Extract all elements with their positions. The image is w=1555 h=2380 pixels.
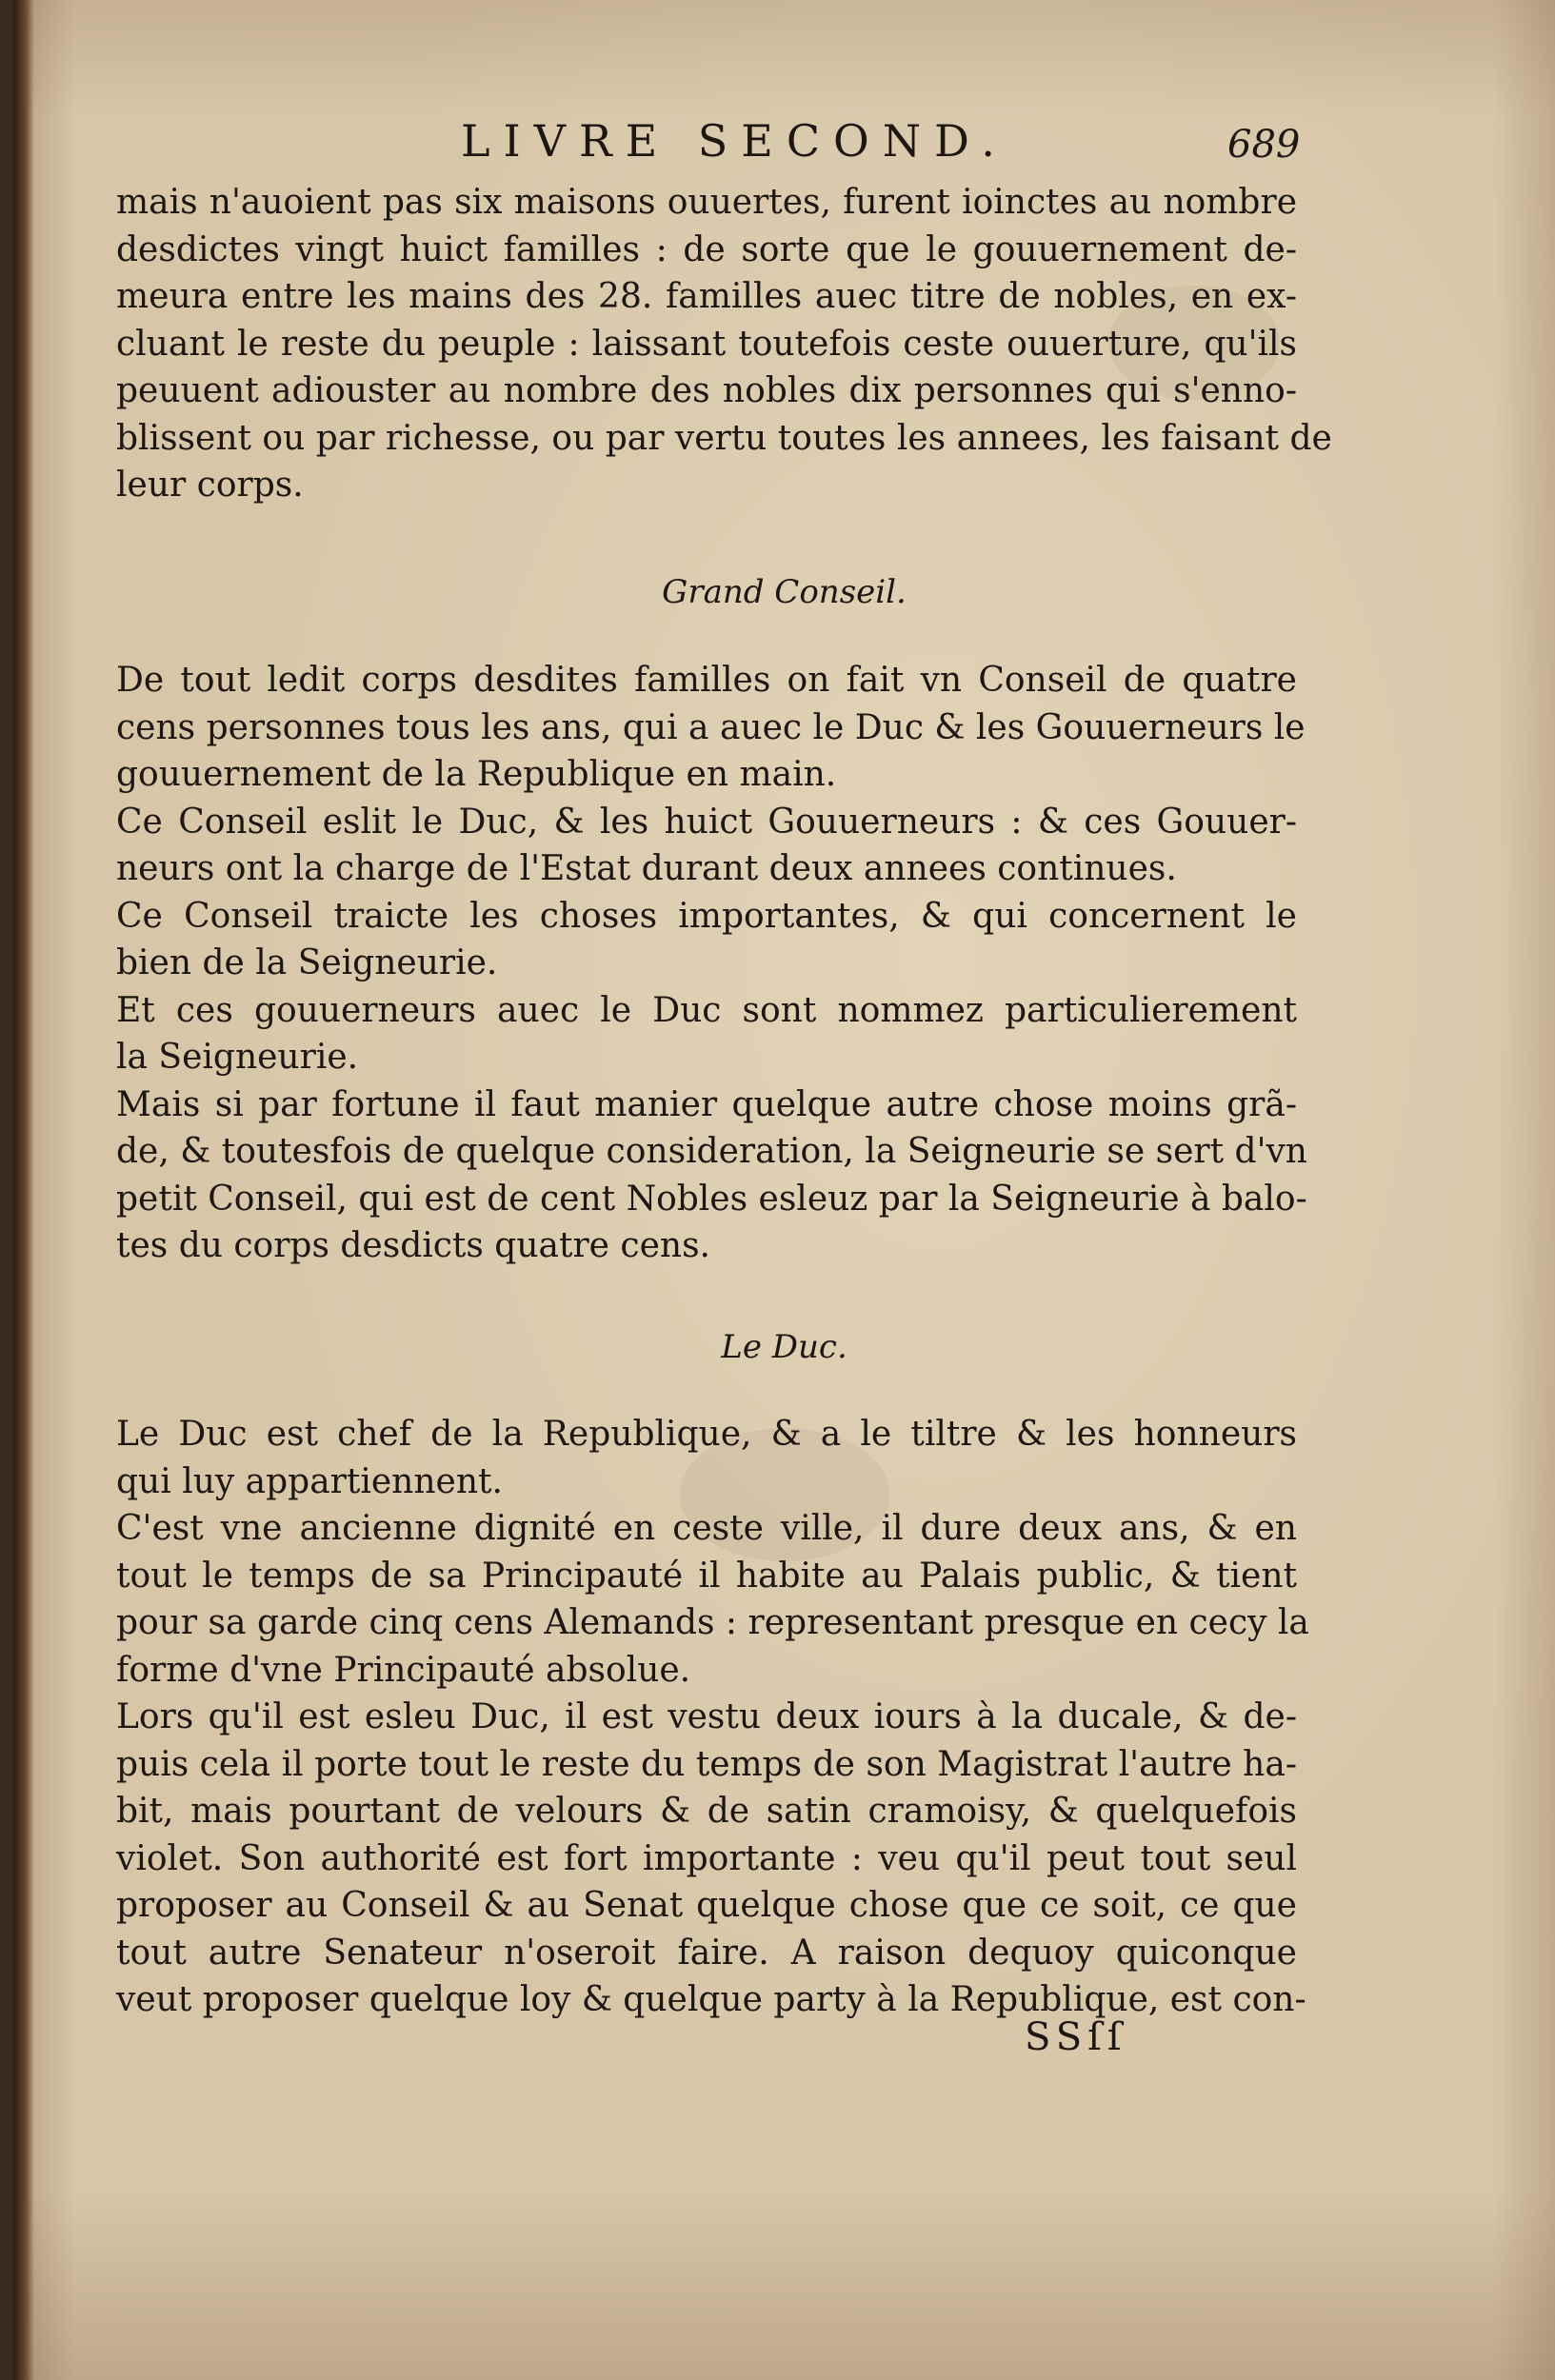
text-line: cens personnes tous les ans, qui a auec le Duc & les Gouuerneurs le (116, 707, 1306, 747)
page-number: 689 (1227, 123, 1301, 167)
text-line: veut proposer quelque loy & quelque party à la Republique, est con- (116, 1980, 1306, 2019)
text-line: meura entre les mains des 28. familles auec titre de nobles, en ex- (116, 277, 1297, 316)
text-line: peuuent adiouster au nombre des nobles dix personnes qui s'enno- (116, 371, 1297, 410)
text-line: puis cela il porte tout le reste du temps de son Magistrat l'autre ha- (116, 1744, 1297, 1784)
text-line: bien de la Seigneurie. (116, 943, 498, 982)
text-line: Le Duc est chef de la Republique, & a le tiltre & les honneurs (116, 1415, 1297, 1454)
text-line: Ce Conseil traicte les choses importantes, & qui concernent le (116, 896, 1297, 936)
text-line: Et ces gouuerneurs auec le Duc sont nommez particulierement (116, 990, 1297, 1030)
text-line: Ce Conseil eslit le Duc, & les huict Gouuerneurs : & ces Gouuer- (116, 802, 1297, 842)
running-head-title: LIVRE SECOND. (461, 115, 1008, 167)
text-line: pour sa garde cinq cens Alemands : representant presque en cecy la (116, 1603, 1309, 1642)
book-page (13, 0, 1555, 2380)
signature-mark: SSſſ (1025, 2015, 1127, 2059)
text-line: tes du corps desdicts quatre cens. (116, 1226, 710, 1265)
text-line: De tout ledit corps desdites familles on fait vn Conseil de quatre (116, 661, 1297, 700)
running-head (13, 112, 1555, 169)
text-line: de, & toutesfois de quelque consideration, la Seigneurie se sert d'vn (116, 1132, 1307, 1171)
paragraph-block-3 (116, 1411, 1309, 2024)
paragraph-block-2 (116, 657, 1307, 1270)
text-line: petit Conseil, qui est de cent Nobles esleuz par la Seigneurie à balo- (116, 1179, 1307, 1219)
text-line: leur corps. (116, 466, 304, 505)
text-line: C'est vne ancienne dignité en ceste ville, il dure deux ans, & en (116, 1509, 1297, 1548)
text-line: bit, mais pourtant de velours & de satin cramoisy, & quelquefois (116, 1792, 1297, 1831)
section-heading-le-duc: Le Duc. (721, 1328, 847, 1366)
text-line: Mais si par fortune il faut manier quelque autre chose moins grã- (116, 1084, 1297, 1124)
text-line: forme d'vne Principauté absolue. (116, 1650, 691, 1690)
text-line: proposer au Conseil & au Senat quelque chose que ce soit, ce que (116, 1886, 1297, 1925)
text-line: blissent ou par richesse, ou par vertu toutes les annees, les faisant de (116, 418, 1332, 458)
section-heading-grand-conseil: Grand Conseil. (662, 573, 907, 611)
text-line: neurs ont la charge de l'Estat durant deux annees continues. (116, 849, 1177, 888)
text-line: gouuernement de la Republique en main. (116, 755, 837, 794)
text-line: Lors qu'il est esleu Duc, il est vestu deux iours à la ducale, & de- (116, 1697, 1297, 1736)
text-line: tout autre Senateur n'oseroit faire. A raison dequoy quiconque (116, 1933, 1297, 1973)
text-line: cluant le reste du peuple : laissant toutefois ceste ouuerture, qu'ils (116, 324, 1297, 364)
binding-edge (13, 0, 34, 2380)
text-line: qui luy appartiennent. (116, 1461, 503, 1501)
paragraph-block-1 (116, 179, 1332, 509)
text-line: tout le temps de sa Principauté il habite au Palais public, & tient (116, 1556, 1297, 1596)
text-line: desdictes vingt huict familles : de sorte que le gouuernement de- (116, 229, 1297, 269)
text-line: la Seigneurie. (116, 1038, 359, 1077)
text-line: violet. Son authorité est fort importante : veu qu'il peut tout seul (116, 1838, 1297, 1878)
text-line: mais n'auoient pas six maisons ouuertes, furent ioinctes au nombre (116, 183, 1297, 222)
